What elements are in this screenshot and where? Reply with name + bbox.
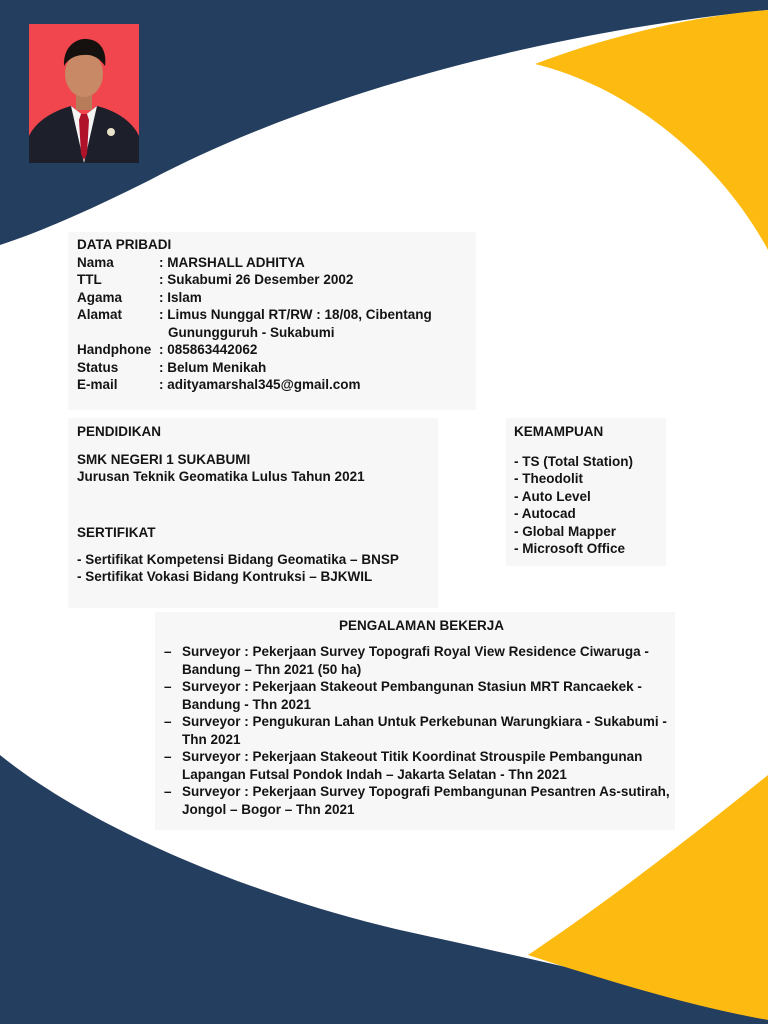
personal-row-agama	[77, 289, 477, 307]
experience-line: Bandung - Thn 2021	[182, 696, 312, 712]
certificate-title: SERTIFIKAT	[77, 525, 156, 540]
personal-row-ttl	[77, 271, 477, 289]
certificate-section	[77, 524, 437, 586]
label-status: Status	[77, 359, 119, 375]
label-agama: Agama	[77, 289, 123, 305]
experience-section	[164, 643, 674, 818]
value-nama: : MARSHALL ADHITYA	[159, 254, 305, 270]
bullet-dash: –	[164, 749, 172, 764]
experience-item	[164, 713, 674, 748]
value-status: : Belum Menikah	[159, 359, 267, 375]
personal-row-alamat	[77, 306, 477, 324]
personal-data-title: DATA PRIBADI	[77, 237, 172, 252]
bullet-dash: –	[164, 784, 172, 799]
experience-item	[164, 783, 674, 818]
experience-title: PENGALAMAN BEKERJA	[339, 618, 505, 633]
value-handphone: : 085863442062	[159, 342, 258, 357]
label-ttl: TTL	[77, 272, 102, 287]
personal-row-email	[77, 376, 477, 394]
value-email: : adityamarshal345@gmail.com	[159, 377, 361, 392]
label-nama: Nama	[77, 254, 114, 270]
experience-line: Lapangan Futsal Pondok Indah – Jakarta Selatan - Thn 2021	[182, 766, 567, 782]
bullet-dash: –	[164, 714, 172, 729]
personal-row-status	[77, 359, 477, 377]
bullet-dash: –	[164, 644, 172, 659]
experience-item	[164, 678, 674, 713]
label-alamat: Alamat	[77, 307, 123, 322]
education-major: Jurusan Teknik Geomatika Lulus Tahun 2021	[77, 469, 365, 484]
skill-item: - Auto Level	[514, 488, 591, 504]
experience-line: Surveyor : Pengukuran Lahan Untuk Perkebunan Warungkiara - Sukabumi -	[182, 714, 667, 729]
skill-item: - Global Mapper	[514, 523, 617, 539]
value-alamat-cont: Gunungguruh - Sukabumi	[168, 324, 335, 340]
education-school: SMK NEGERI 1 SUKABUMI	[77, 451, 251, 467]
personal-row-alamat-cont	[77, 324, 477, 342]
skills-title: KEMAMPUAN	[514, 424, 604, 439]
skill-item: - Autocad	[514, 506, 576, 521]
skill-item: - TS (Total Station)	[514, 453, 633, 469]
skills-section	[514, 423, 664, 558]
education-section	[77, 423, 437, 486]
portrait-photo-icon	[29, 24, 139, 163]
skill-item: - Microsoft Office	[514, 541, 626, 556]
certificate-item: - Sertifikat Vokasi Bidang Kontruksi – BJKWIL	[77, 569, 373, 584]
certificate-item: - Sertifikat Kompetensi Bidang Geomatika – BNSP	[77, 551, 399, 567]
personal-row-nama	[77, 254, 477, 272]
experience-line: Surveyor : Pekerjaan Stakeout Pembangunan Stasiun MRT Rancaekek -	[182, 679, 642, 694]
value-agama: : Islam	[159, 289, 202, 305]
personal-row-handphone	[77, 341, 477, 359]
experience-item	[164, 748, 674, 783]
experience-line: Bandung – Thn 2021 (50 ha)	[182, 661, 362, 677]
experience-line: Jongol – Bogor – Thn 2021	[182, 801, 355, 817]
profile-photo	[29, 24, 139, 163]
label-alamat-cont	[77, 324, 159, 342]
education-title: PENDIDIKAN	[77, 424, 162, 439]
experience-item	[164, 643, 674, 678]
skill-item: - Theodolit	[514, 471, 583, 486]
experience-line: Surveyor : Pekerjaan Survey Topografi Royal View Residence Ciwaruga -	[182, 644, 649, 659]
experience-line: Thn 2021	[182, 731, 241, 747]
label-handphone: Handphone	[77, 342, 152, 357]
value-ttl: : Sukabumi 26 Desember 2002	[159, 272, 354, 287]
personal-data-section	[77, 236, 477, 394]
bullet-dash: –	[164, 679, 172, 694]
label-email: E-mail	[77, 377, 118, 392]
experience-line: Surveyor : Pekerjaan Stakeout Titik Koordinat Strouspile Pembangunan	[182, 749, 643, 764]
experience-list	[164, 643, 674, 818]
value-alamat: : Limus Nunggal RT/RW : 18/08, Cibentang	[159, 307, 432, 322]
experience-line: Surveyor : Pekerjaan Survey Topografi Pembangunan Pesantren As-sutirah,	[182, 784, 670, 799]
